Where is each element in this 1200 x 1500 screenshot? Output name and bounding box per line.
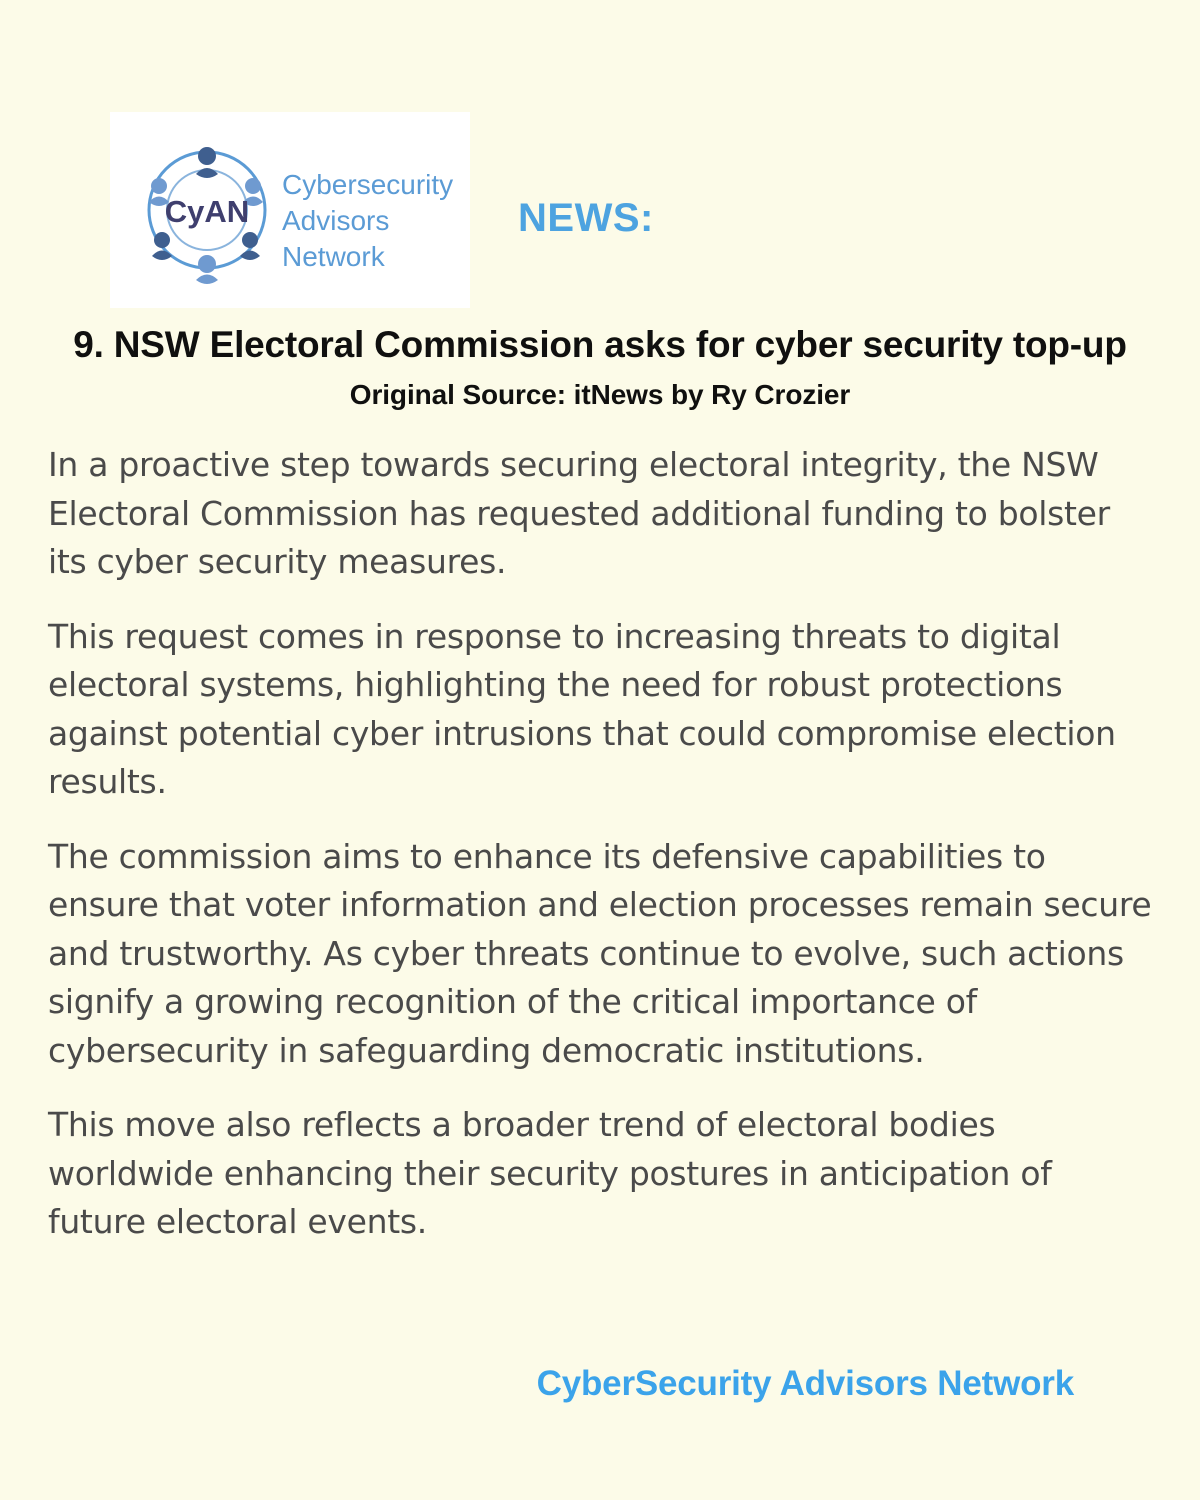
- title-block: [0, 308, 1200, 411]
- article-paragraph: The commission aims to enhance its defensive capabilities to ensure that voter information and election processes remain secure and trustworthy. As cyber threats continue to evolve, such actions signify a growing recognition of the critical importance of cybersecurity in safeguarding democratic institutions.: [48, 836, 1152, 1070]
- news-label: NEWS:: [518, 195, 654, 240]
- article-source: Original Source: itNews by Ry Crozier: [349, 379, 851, 411]
- article-paragraph: This move also reflects a broader trend of electoral bodies worldwide enhancing their security postures in anticipation of future electoral events.: [48, 1105, 1052, 1242]
- card-header: [0, 0, 1200, 308]
- svg-text:CyAN: CyAN: [164, 194, 250, 229]
- card-footer: [0, 1364, 1200, 1404]
- svg-text:Advisors: Advisors: [282, 205, 390, 236]
- svg-text:Cybersecurity: Cybersecurity: [282, 169, 454, 200]
- article-body: [0, 411, 1200, 1247]
- svg-text:Network: Network: [282, 241, 385, 272]
- cyan-logo: [110, 112, 470, 308]
- footer-brand: CyberSecurity Advisors Network: [536, 1364, 1074, 1403]
- cyan-logo-icon: [110, 112, 470, 308]
- article-paragraph: This request comes in response to increasing threats to digital electoral systems, highlighting the need for robust protections against potential cyber intrusions that could compromise election results.: [48, 616, 1116, 802]
- page-title: 9. NSW Electoral Commission asks for cyber security top-up: [73, 324, 1127, 365]
- article-paragraph: In a proactive step towards securing electoral integrity, the NSW Electoral Commission has requested additional funding to bolster its cyber security measures.: [48, 445, 1110, 582]
